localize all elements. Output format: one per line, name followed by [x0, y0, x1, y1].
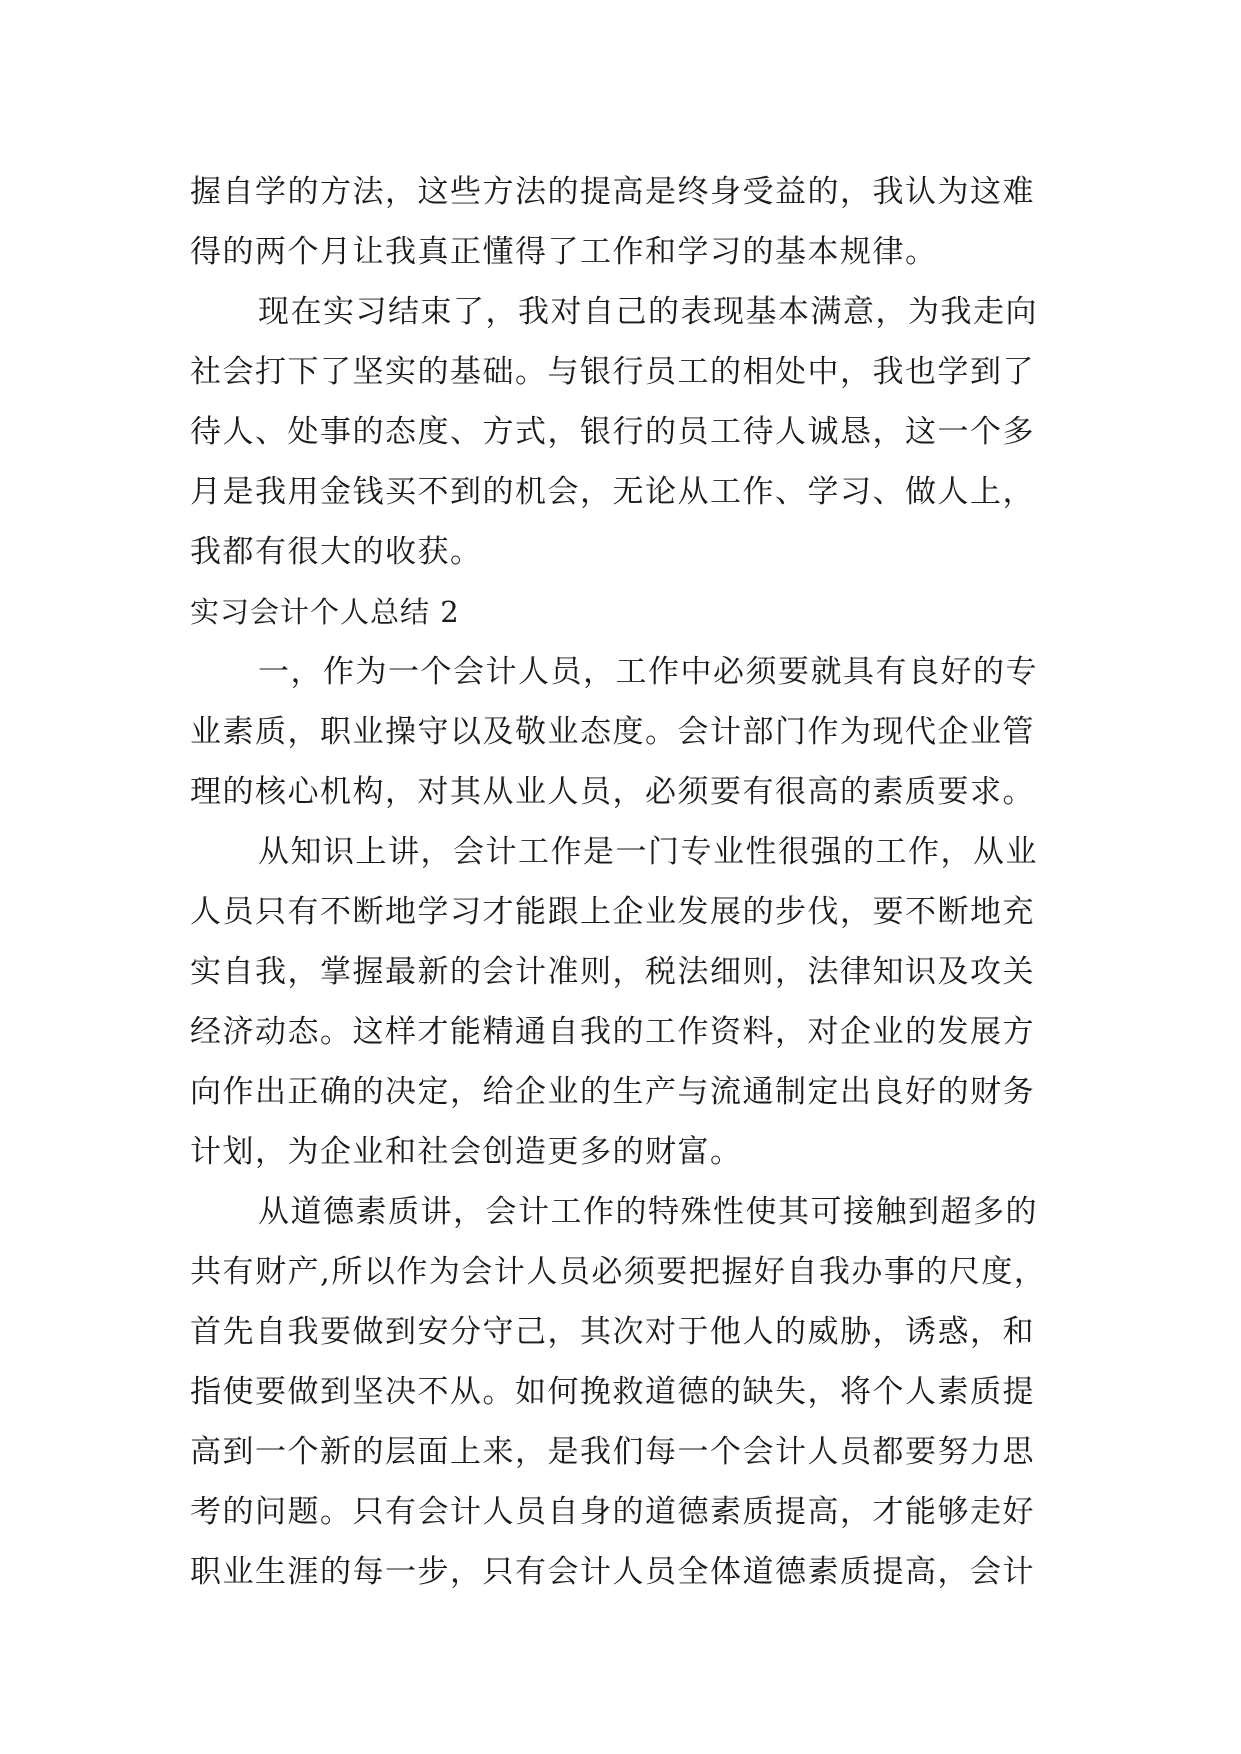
- paragraph-line: 人员只有不断地学习才能跟上企业发展的步伐，要不断地充: [190, 894, 1035, 930]
- paragraph-line: 职业生涯的每一步，只有会计人员全体道德素质提高，会计: [190, 1554, 1035, 1590]
- paragraph-line: 指使要做到坚决不从。如何挽救道德的缺失，将个人素质提: [190, 1374, 1035, 1410]
- paragraph-line: 计划，为企业和社会创造更多的财富。: [190, 1134, 743, 1170]
- paragraph-first-line: 现在实习结束了，我对自己的表现基本满意，为我走向: [258, 294, 1038, 330]
- paragraph-first-line: 从知识上讲，会计工作是一门专业性很强的工作，从业: [258, 834, 1038, 870]
- paragraph-line: 考的问题。只有会计人员自身的道德素质提高，才能够走好: [190, 1494, 1035, 1530]
- paragraph-first-line: 一，作为一个会计人员，工作中必须要就具有良好的专: [258, 654, 1038, 690]
- paragraph-line: 高到一个新的层面上来，是我们每一个会计人员都要努力思: [190, 1434, 1035, 1470]
- paragraph-line: 月是我用金钱买不到的机会，无论从工作、学习、做人上，: [190, 474, 1035, 510]
- paragraph-line: 实自我，掌握最新的会计准则，税法细则，法律知识及攻关: [190, 954, 1035, 990]
- paragraph-line: 待人、处事的态度、方式，银行的员工待人诚恳，这一个多: [190, 414, 1035, 450]
- document-body: [190, 162, 1070, 1602]
- paragraph-line: 得的两个月让我真正懂得了工作和学习的基本规律。: [190, 234, 938, 270]
- paragraph-line: 握自学的方法，这些方法的提高是终身受益的，我认为这难: [190, 174, 1035, 210]
- paragraph-first-line: 从道德素质讲，会计工作的特殊性使其可接触到超多的: [258, 1194, 1038, 1230]
- paragraph-line: 经济动态。这样才能精通自我的工作资料，对企业的发展方: [190, 1014, 1035, 1050]
- paragraph-line: 共有财产,所以作为会计人员必须要把握好自我办事的尺度，: [190, 1254, 1047, 1290]
- paragraph-line: 社会打下了坚实的基础。与银行员工的相处中，我也学到了: [190, 354, 1035, 390]
- section-heading: 实习会计个人总结 2: [190, 595, 460, 629]
- paragraph-line: 我都有很大的收获。: [190, 534, 483, 570]
- paragraph-line: 向作出正确的决定，给企业的生产与流通制定出良好的财务: [190, 1074, 1035, 1110]
- paragraph-line: 首先自我要做到安分守己，其次对于他人的威胁，诱惑，和: [190, 1314, 1035, 1350]
- paragraph-line: 业素质，职业操守以及敬业态度。会计部门作为现代企业管: [190, 714, 1035, 750]
- paragraph-line: 理的核心机构，对其从业人员，必须要有很高的素质要求。: [190, 774, 1035, 810]
